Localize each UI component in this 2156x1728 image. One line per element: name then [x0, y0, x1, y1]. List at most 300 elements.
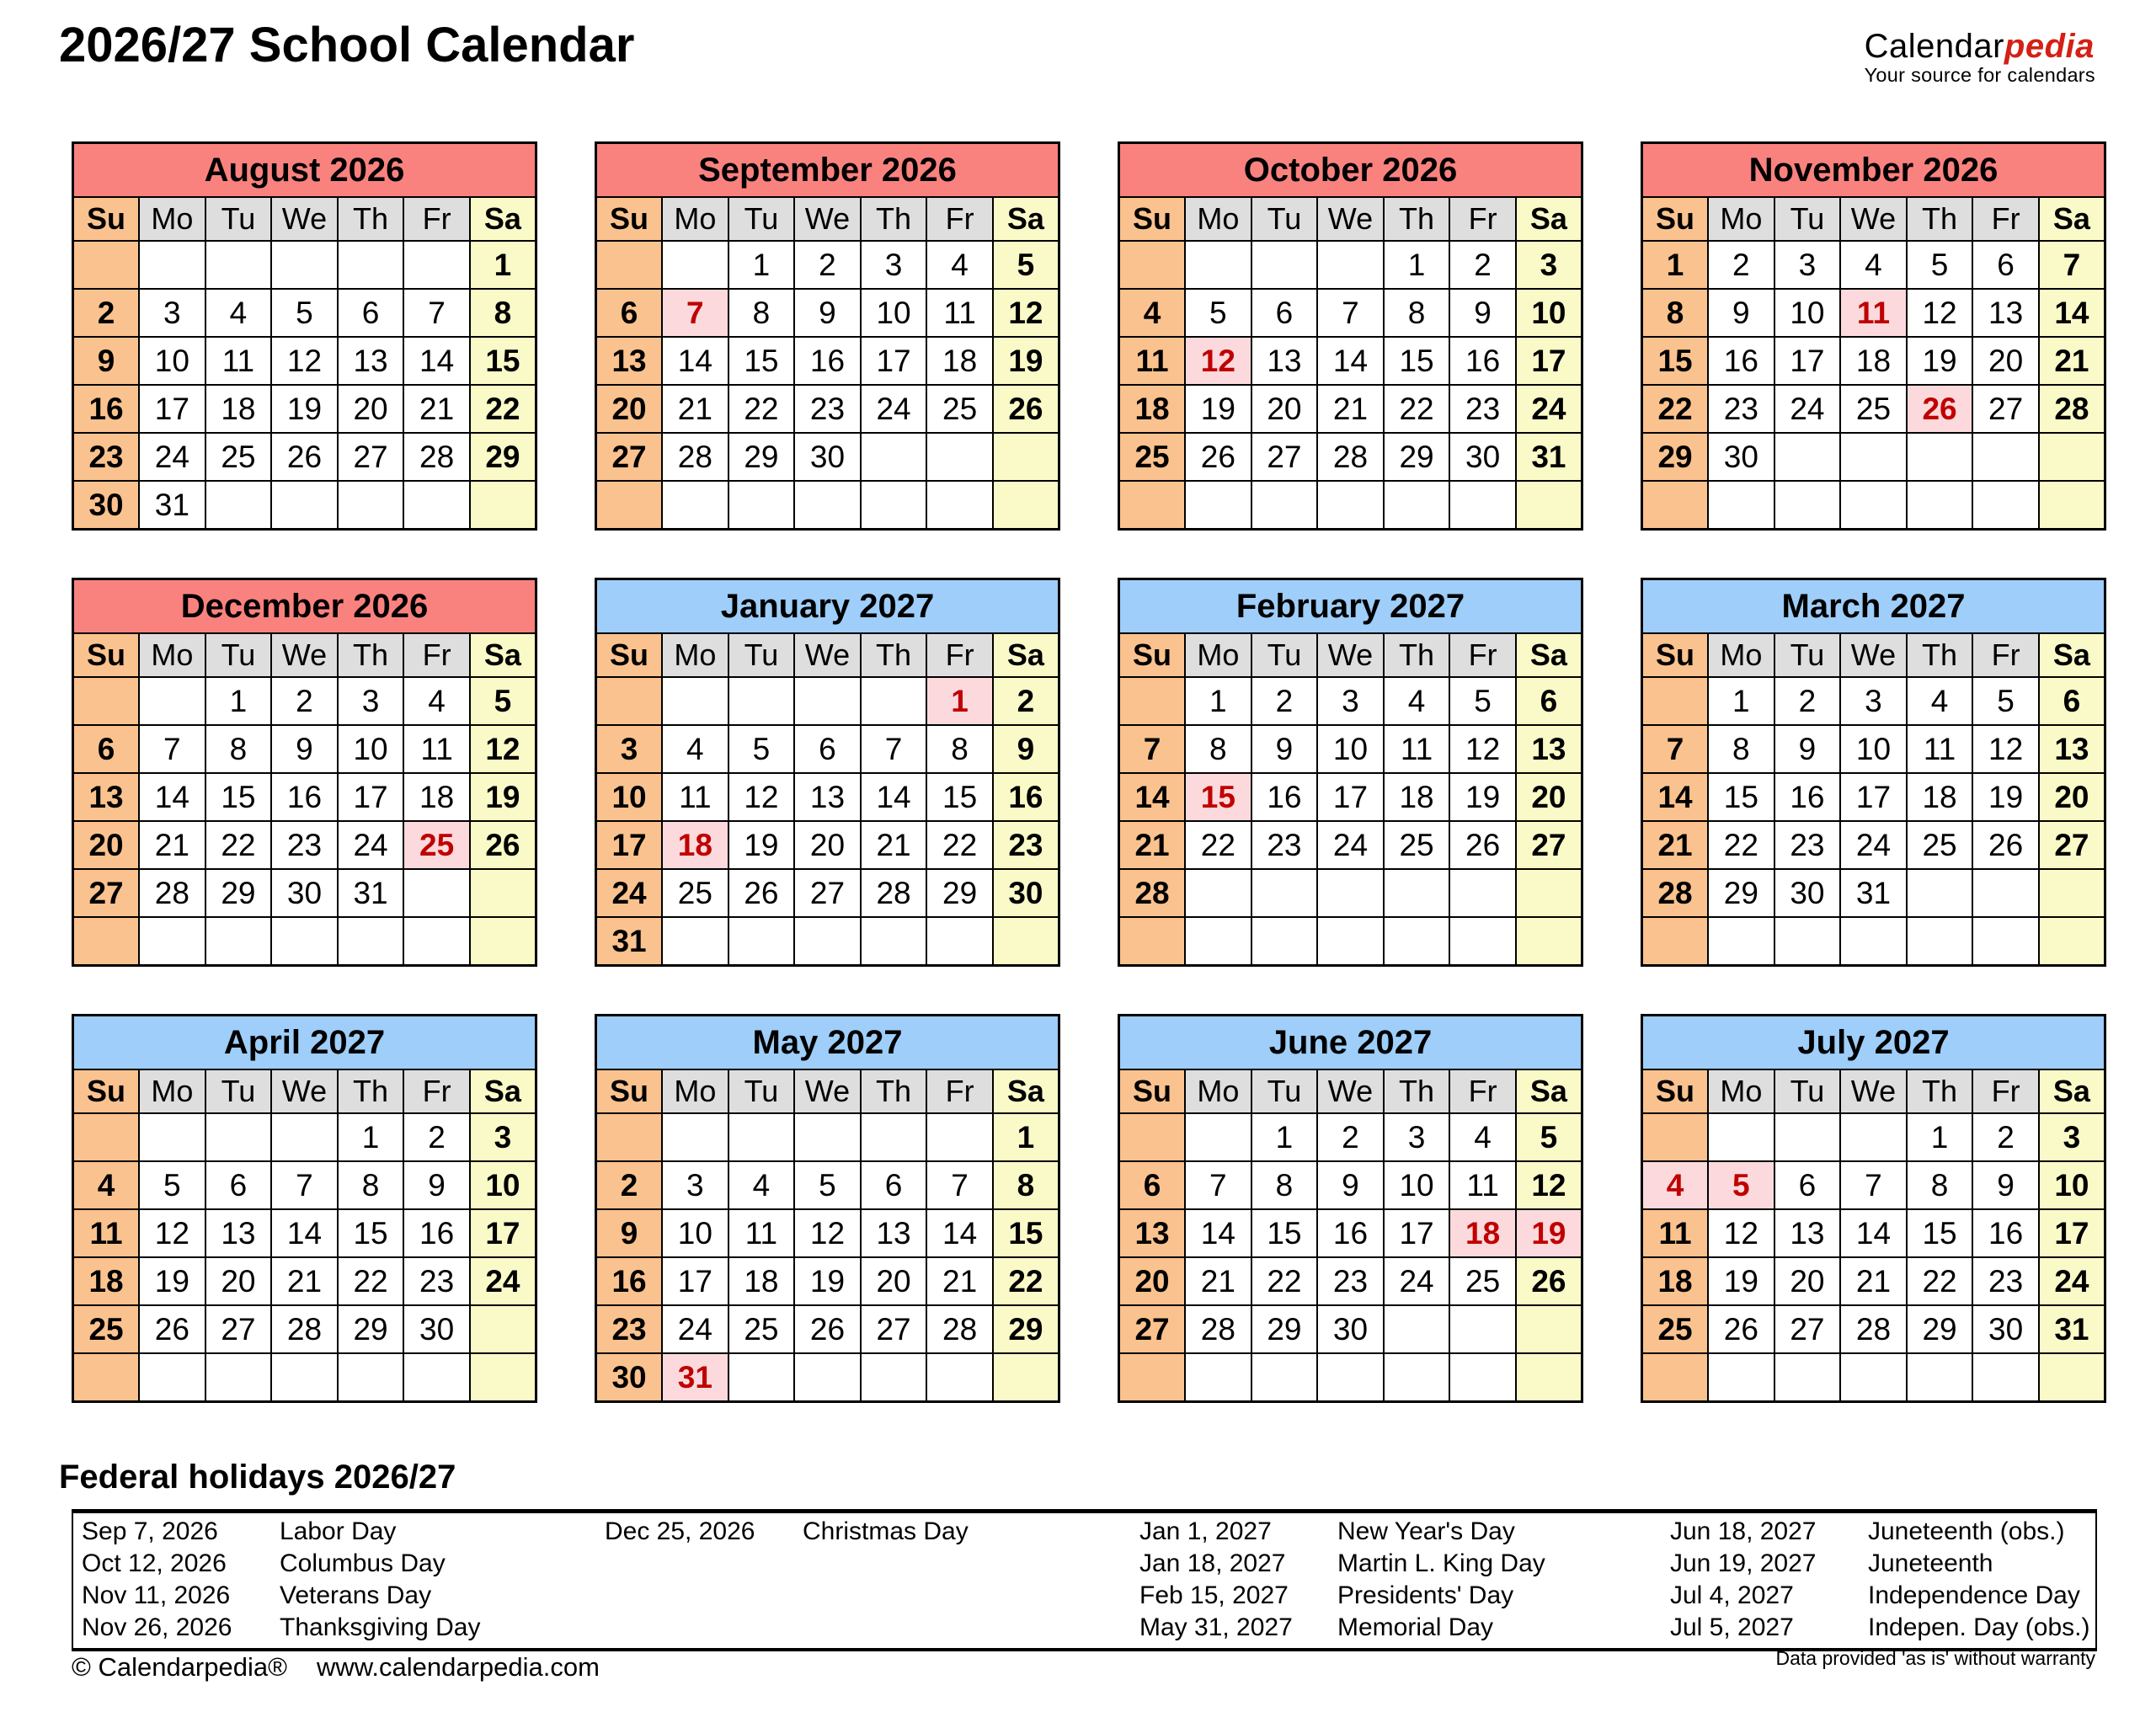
holiday-name: Presidents' Day — [1337, 1581, 1514, 1609]
day-cell: 24 — [1774, 385, 1841, 433]
day-cell: 6 — [1972, 241, 2039, 289]
day-cell: 23 — [403, 1257, 470, 1305]
day-cell: 9 — [1317, 1161, 1384, 1209]
day-cell: 30 — [1317, 1305, 1384, 1353]
day-cell: 14 — [926, 1209, 993, 1257]
day-cell: 22 — [1907, 1257, 1973, 1305]
day-cell: 13 — [1119, 1209, 1186, 1257]
day-cell: 12 — [139, 1209, 205, 1257]
empty-cell — [73, 677, 140, 725]
holiday-date: Feb 15, 2027 — [1139, 1581, 1289, 1609]
day-cell: 3 — [596, 725, 663, 773]
empty-cell — [403, 481, 470, 530]
empty-cell — [1317, 917, 1384, 966]
day-cell: 9 — [403, 1161, 470, 1209]
day-cell: 2 — [993, 677, 1059, 725]
calendarpedia-logo — [1865, 29, 2095, 86]
day-cell: 14 — [861, 773, 927, 821]
day-cell: 18 — [73, 1257, 140, 1305]
holiday-row — [82, 1580, 2095, 1612]
day-cell: 3 — [1774, 241, 1841, 289]
day-cell: 28 — [1317, 433, 1384, 481]
day-cell: 5 — [271, 289, 338, 337]
empty-cell — [1317, 869, 1384, 917]
day-cell: 13 — [1972, 289, 2039, 337]
day-cell: 12 — [1185, 337, 1251, 385]
empty-cell — [861, 481, 927, 530]
empty-cell — [1972, 917, 2039, 966]
day-cell: 7 — [861, 725, 927, 773]
day-cell: 7 — [1317, 289, 1384, 337]
day-cell: 14 — [403, 337, 470, 385]
day-cell: 25 — [1384, 821, 1450, 869]
day-cell: 29 — [470, 433, 536, 481]
empty-cell — [73, 917, 140, 966]
empty-cell — [728, 1353, 795, 1402]
day-cell: 10 — [662, 1209, 728, 1257]
day-cell: 12 — [1907, 289, 1973, 337]
day-cell: 12 — [993, 289, 1059, 337]
month-january-2027 — [595, 578, 1060, 967]
day-cell: 19 — [1972, 773, 2039, 821]
weekday-header-sa: Sa — [1516, 1069, 1582, 1113]
day-cell: 24 — [2039, 1257, 2105, 1305]
empty-cell — [1449, 917, 1516, 966]
day-cell: 7 — [271, 1161, 338, 1209]
day-cell: 4 — [403, 677, 470, 725]
empty-cell — [470, 1305, 536, 1353]
day-cell: 10 — [139, 337, 205, 385]
footer-copyright: © Calendarpedia® — [72, 1652, 287, 1682]
day-cell: 17 — [338, 773, 404, 821]
day-cell: 16 — [271, 773, 338, 821]
day-cell: 11 — [403, 725, 470, 773]
empty-cell — [728, 1113, 795, 1161]
weekday-header-mo: Mo — [1185, 633, 1251, 677]
day-cell: 25 — [1907, 821, 1973, 869]
holidays-table — [72, 1509, 2097, 1651]
day-cell: 5 — [1449, 677, 1516, 725]
day-cell: 15 — [1251, 1209, 1318, 1257]
weekday-header-sa: Sa — [470, 633, 536, 677]
day-cell: 25 — [728, 1305, 795, 1353]
day-cell: 12 — [794, 1209, 861, 1257]
empty-cell — [1119, 917, 1186, 966]
empty-cell — [596, 481, 663, 530]
day-cell: 1 — [993, 1113, 1059, 1161]
empty-cell — [1642, 481, 1709, 530]
day-cell: 18 — [205, 385, 272, 433]
empty-cell — [205, 481, 272, 530]
weekday-header-tu: Tu — [1774, 197, 1841, 241]
day-cell: 26 — [139, 1305, 205, 1353]
empty-cell — [1384, 869, 1450, 917]
empty-cell — [1708, 1353, 1774, 1402]
day-cell: 10 — [470, 1161, 536, 1209]
empty-cell — [470, 917, 536, 966]
weekday-header-th: Th — [861, 197, 927, 241]
month-title: March 2027 — [1642, 579, 2105, 634]
day-cell: 4 — [1384, 677, 1450, 725]
day-cell: 9 — [993, 725, 1059, 773]
empty-cell — [1317, 481, 1384, 530]
day-cell: 22 — [1185, 821, 1251, 869]
weekday-header-fr: Fr — [403, 633, 470, 677]
empty-cell — [1119, 1113, 1186, 1161]
day-cell: 17 — [1840, 773, 1907, 821]
day-cell: 14 — [139, 773, 205, 821]
day-cell: 30 — [1449, 433, 1516, 481]
day-cell: 15 — [1185, 773, 1251, 821]
empty-cell — [271, 917, 338, 966]
day-cell: 30 — [1972, 1305, 2039, 1353]
weekday-header-th: Th — [1384, 633, 1450, 677]
empty-cell — [861, 677, 927, 725]
empty-cell — [926, 1113, 993, 1161]
day-cell: 13 — [2039, 725, 2105, 773]
weekday-header-tu: Tu — [205, 633, 272, 677]
day-cell: 30 — [271, 869, 338, 917]
empty-cell — [1708, 917, 1774, 966]
day-cell: 22 — [1384, 385, 1450, 433]
empty-cell — [1449, 869, 1516, 917]
day-cell: 2 — [1774, 677, 1841, 725]
empty-cell — [403, 869, 470, 917]
day-cell: 2 — [1972, 1113, 2039, 1161]
day-cell: 6 — [2039, 677, 2105, 725]
day-cell: 25 — [1642, 1305, 1709, 1353]
weekday-header-sa: Sa — [470, 197, 536, 241]
empty-cell — [1317, 241, 1384, 289]
empty-cell — [1642, 1353, 1709, 1402]
weekday-header-su: Su — [596, 633, 663, 677]
day-cell: 21 — [403, 385, 470, 433]
day-cell: 8 — [1185, 725, 1251, 773]
day-cell: 16 — [1774, 773, 1841, 821]
day-cell: 31 — [139, 481, 205, 530]
day-cell: 19 — [271, 385, 338, 433]
empty-cell — [861, 1113, 927, 1161]
day-cell: 21 — [861, 821, 927, 869]
day-cell: 10 — [338, 725, 404, 773]
empty-cell — [139, 917, 205, 966]
day-cell: 5 — [139, 1161, 205, 1209]
day-cell: 20 — [1972, 337, 2039, 385]
day-cell: 28 — [1185, 1305, 1251, 1353]
day-cell: 30 — [993, 869, 1059, 917]
day-cell: 4 — [1642, 1161, 1709, 1209]
empty-cell — [1516, 869, 1582, 917]
day-cell: 27 — [861, 1305, 927, 1353]
holiday-row — [82, 1612, 2095, 1644]
empty-cell — [1119, 1353, 1186, 1402]
day-cell: 18 — [1907, 773, 1973, 821]
day-cell: 6 — [338, 289, 404, 337]
day-cell: 25 — [1840, 385, 1907, 433]
weekday-header-su: Su — [596, 197, 663, 241]
day-cell: 1 — [1708, 677, 1774, 725]
day-cell: 24 — [139, 433, 205, 481]
day-cell: 11 — [1840, 289, 1907, 337]
day-cell: 16 — [596, 1257, 663, 1305]
day-cell: 22 — [926, 821, 993, 869]
empty-cell — [728, 677, 795, 725]
weekday-header-mo: Mo — [139, 633, 205, 677]
empty-cell — [1708, 1113, 1774, 1161]
day-cell: 1 — [1251, 1113, 1318, 1161]
day-cell: 5 — [1907, 241, 1973, 289]
month-october-2026 — [1118, 141, 1583, 531]
day-cell: 17 — [662, 1257, 728, 1305]
day-cell: 15 — [338, 1209, 404, 1257]
day-cell: 10 — [1384, 1161, 1450, 1209]
empty-cell — [1251, 869, 1318, 917]
holiday-name: Labor Day — [280, 1517, 397, 1545]
day-cell: 29 — [1907, 1305, 1973, 1353]
day-cell: 4 — [728, 1161, 795, 1209]
day-cell: 2 — [794, 241, 861, 289]
month-title: May 2027 — [596, 1016, 1059, 1070]
day-cell: 5 — [1185, 289, 1251, 337]
day-cell: 30 — [403, 1305, 470, 1353]
day-cell: 2 — [1317, 1113, 1384, 1161]
empty-cell — [2039, 481, 2105, 530]
weekday-header-fr: Fr — [926, 633, 993, 677]
day-cell: 17 — [139, 385, 205, 433]
logo-part-pedia: pedia — [2004, 28, 2095, 65]
day-cell: 4 — [205, 289, 272, 337]
holiday-name: Juneteenth (obs.) — [1868, 1517, 2065, 1545]
day-cell: 29 — [728, 433, 795, 481]
day-cell: 8 — [993, 1161, 1059, 1209]
day-cell: 28 — [271, 1305, 338, 1353]
day-cell: 27 — [1972, 385, 2039, 433]
day-cell: 17 — [1384, 1209, 1450, 1257]
holiday-name: Memorial Day — [1337, 1613, 1494, 1641]
day-cell: 22 — [993, 1257, 1059, 1305]
empty-cell — [470, 481, 536, 530]
weekday-header-we: We — [794, 1069, 861, 1113]
day-cell: 6 — [861, 1161, 927, 1209]
month-august-2026 — [72, 141, 537, 531]
month-may-2027 — [595, 1014, 1060, 1403]
day-cell: 6 — [794, 725, 861, 773]
day-cell: 9 — [794, 289, 861, 337]
empty-cell — [1119, 241, 1186, 289]
month-title: April 2027 — [73, 1016, 536, 1070]
day-cell: 20 — [1251, 385, 1318, 433]
month-june-2027 — [1118, 1014, 1583, 1403]
day-cell: 8 — [728, 289, 795, 337]
day-cell: 27 — [338, 433, 404, 481]
day-cell: 11 — [662, 773, 728, 821]
empty-cell — [1907, 917, 1973, 966]
day-cell: 9 — [1251, 725, 1318, 773]
empty-cell — [1774, 1113, 1841, 1161]
empty-cell — [403, 241, 470, 289]
day-cell: 26 — [993, 385, 1059, 433]
day-cell: 15 — [1708, 773, 1774, 821]
day-cell: 4 — [1907, 677, 1973, 725]
day-cell: 31 — [1840, 869, 1907, 917]
weekday-header-we: We — [1317, 633, 1384, 677]
day-cell: 19 — [1449, 773, 1516, 821]
day-cell: 3 — [1840, 677, 1907, 725]
day-cell: 25 — [926, 385, 993, 433]
empty-cell — [73, 1113, 140, 1161]
day-cell: 25 — [73, 1305, 140, 1353]
empty-cell — [794, 1353, 861, 1402]
day-cell: 1 — [1642, 241, 1709, 289]
day-cell: 13 — [1251, 337, 1318, 385]
empty-cell — [1972, 1353, 2039, 1402]
empty-cell — [794, 1113, 861, 1161]
day-cell: 7 — [1840, 1161, 1907, 1209]
month-title: December 2026 — [73, 579, 536, 634]
weekday-header-we: We — [1840, 1069, 1907, 1113]
empty-cell — [1907, 481, 1973, 530]
day-cell: 17 — [470, 1209, 536, 1257]
empty-cell — [1840, 917, 1907, 966]
empty-cell — [926, 433, 993, 481]
day-cell: 29 — [1251, 1305, 1318, 1353]
day-cell: 16 — [73, 385, 140, 433]
month-february-2027 — [1118, 578, 1583, 967]
day-cell: 28 — [403, 433, 470, 481]
day-cell: 18 — [662, 821, 728, 869]
day-cell: 14 — [1317, 337, 1384, 385]
day-cell: 26 — [1185, 433, 1251, 481]
month-title: November 2026 — [1642, 143, 2105, 198]
day-cell: 19 — [1907, 337, 1973, 385]
day-cell: 2 — [1708, 241, 1774, 289]
day-cell: 10 — [861, 289, 927, 337]
weekday-header-th: Th — [338, 633, 404, 677]
day-cell: 25 — [205, 433, 272, 481]
day-cell: 24 — [1840, 821, 1907, 869]
empty-cell — [338, 241, 404, 289]
empty-cell — [794, 677, 861, 725]
day-cell: 16 — [1449, 337, 1516, 385]
empty-cell — [205, 241, 272, 289]
empty-cell — [1119, 481, 1186, 530]
empty-cell — [1449, 1305, 1516, 1353]
weekday-header-we: We — [271, 633, 338, 677]
day-cell: 4 — [926, 241, 993, 289]
day-cell: 7 — [1642, 725, 1709, 773]
empty-cell — [596, 677, 663, 725]
weekday-header-fr: Fr — [926, 1069, 993, 1113]
empty-cell — [1251, 1353, 1318, 1402]
holiday-name: Veterans Day — [280, 1581, 432, 1609]
day-cell: 23 — [73, 433, 140, 481]
holiday-row — [82, 1548, 2095, 1580]
day-cell: 17 — [2039, 1209, 2105, 1257]
empty-cell — [1642, 1113, 1709, 1161]
weekday-header-tu: Tu — [205, 197, 272, 241]
day-cell: 15 — [728, 337, 795, 385]
day-cell: 8 — [1642, 289, 1709, 337]
day-cell: 3 — [861, 241, 927, 289]
weekday-header-th: Th — [338, 197, 404, 241]
month-title: October 2026 — [1119, 143, 1582, 198]
day-cell: 14 — [2039, 289, 2105, 337]
day-cell: 23 — [1251, 821, 1318, 869]
empty-cell — [1185, 1113, 1251, 1161]
day-cell: 4 — [1449, 1113, 1516, 1161]
day-cell: 27 — [205, 1305, 272, 1353]
empty-cell — [794, 917, 861, 966]
day-cell: 2 — [596, 1161, 663, 1209]
day-cell: 7 — [1185, 1161, 1251, 1209]
day-cell: 5 — [794, 1161, 861, 1209]
empty-cell — [993, 481, 1059, 530]
day-cell: 24 — [1384, 1257, 1450, 1305]
weekday-header-sa: Sa — [1516, 197, 1582, 241]
day-cell: 17 — [596, 821, 663, 869]
month-september-2026 — [595, 141, 1060, 531]
weekday-header-su: Su — [1119, 1069, 1186, 1113]
day-cell: 9 — [271, 725, 338, 773]
empty-cell — [205, 1353, 272, 1402]
month-title: February 2027 — [1119, 579, 1582, 634]
weekday-header-th: Th — [1384, 197, 1450, 241]
weekday-header-sa: Sa — [1516, 633, 1582, 677]
empty-cell — [1774, 1353, 1841, 1402]
day-cell: 25 — [662, 869, 728, 917]
empty-cell — [1384, 1305, 1450, 1353]
day-cell: 12 — [1449, 725, 1516, 773]
day-cell: 5 — [1972, 677, 2039, 725]
day-cell: 5 — [728, 725, 795, 773]
weekday-header-th: Th — [1907, 633, 1973, 677]
month-november-2026 — [1641, 141, 2106, 531]
day-cell: 31 — [662, 1353, 728, 1402]
month-title: January 2027 — [596, 579, 1059, 634]
day-cell: 20 — [2039, 773, 2105, 821]
holiday-name: Juneteenth — [1868, 1549, 1993, 1577]
logo-wordmark — [1865, 29, 2095, 64]
day-cell: 23 — [1774, 821, 1841, 869]
empty-cell — [794, 481, 861, 530]
holiday-name: Columbus Day — [280, 1549, 446, 1577]
day-cell: 29 — [338, 1305, 404, 1353]
day-cell: 7 — [662, 289, 728, 337]
weekday-header-tu: Tu — [1251, 1069, 1318, 1113]
empty-cell — [1907, 433, 1973, 481]
weekday-header-mo: Mo — [1185, 197, 1251, 241]
day-cell: 27 — [73, 869, 140, 917]
empty-cell — [596, 241, 663, 289]
day-cell: 20 — [596, 385, 663, 433]
day-cell: 24 — [338, 821, 404, 869]
holiday-date: Oct 12, 2026 — [82, 1549, 227, 1577]
holiday-row — [82, 1516, 2095, 1548]
day-cell: 16 — [403, 1209, 470, 1257]
empty-cell — [1840, 481, 1907, 530]
day-cell: 12 — [728, 773, 795, 821]
day-cell: 28 — [1119, 869, 1186, 917]
day-cell: 16 — [1708, 337, 1774, 385]
day-cell: 14 — [1185, 1209, 1251, 1257]
day-cell: 24 — [662, 1305, 728, 1353]
day-cell: 28 — [861, 869, 927, 917]
empty-cell — [1384, 481, 1450, 530]
day-cell: 15 — [926, 773, 993, 821]
empty-cell — [993, 433, 1059, 481]
day-cell: 26 — [1907, 385, 1973, 433]
month-april-2027 — [72, 1014, 537, 1403]
